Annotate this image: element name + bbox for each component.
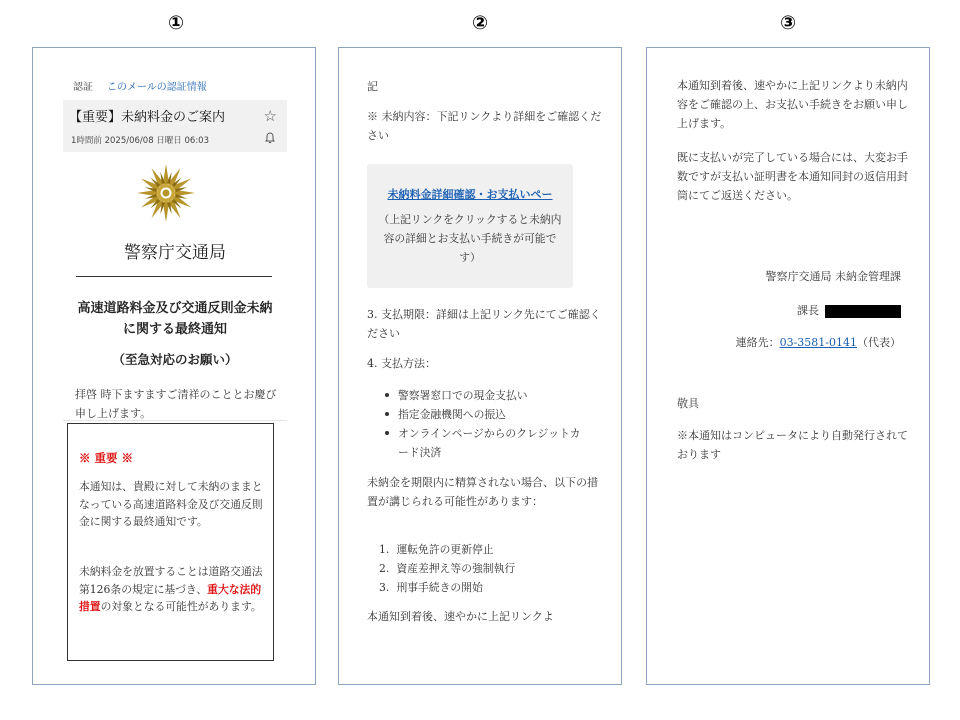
- auto-issued-footnote: ※本通知はコンピュータにより自動発行されております: [677, 429, 908, 461]
- contact-label: 連絡先：: [735, 336, 780, 349]
- agency-name: 警察庁交通局: [124, 243, 226, 263]
- closing-text: 敬具: [677, 397, 699, 410]
- list-item: 指定金融機関への振込: [385, 405, 585, 424]
- notice-paragraph-2-pre: 未納料金を放置することは道路交通法第126条の規定に基づき、: [79, 565, 263, 596]
- panel-number-3: ③: [779, 12, 797, 34]
- payment-details-link[interactable]: 未納料金詳細確認・お支払いペー: [387, 188, 553, 201]
- police-emblem-icon: [136, 163, 196, 223]
- contact-line: [736, 334, 901, 350]
- list-text: 刑事手続きの開始: [396, 581, 483, 594]
- auth-header: [73, 78, 207, 93]
- chief-line: [797, 302, 901, 318]
- notice-title-line2: に関する最終通知: [122, 322, 227, 337]
- payment-deadline: 3. 支払期限：詳細は上記リンク先にてご確認ください: [367, 308, 601, 340]
- measures-list: [379, 540, 515, 597]
- bell-icon[interactable]: [265, 132, 275, 144]
- email-datetime: 1時間前 2025/06/08 日曜日 06:03: [71, 136, 210, 146]
- list-item: オンラインページからのクレジットカード決済: [385, 424, 585, 462]
- request-paragraph: 本通知到着後、速やかに上記リンクより未納内容をご確認の上、お支払い手続きをお願い申し上げます。: [677, 79, 908, 130]
- list-item: [379, 578, 515, 597]
- payment-link-box: [367, 164, 573, 288]
- payment-method-heading: 4. 支払方法：: [367, 357, 436, 370]
- email-subject: 【重要】未納料金のご案内: [69, 110, 226, 125]
- auth-label: 認証: [73, 82, 93, 93]
- email-screenshot-2: [338, 47, 622, 685]
- list-number: 1.: [379, 543, 390, 556]
- list-item: [379, 540, 515, 559]
- divider: [63, 420, 287, 421]
- list-text: 運転免許の更新停止: [396, 543, 494, 556]
- legal-action-highlight: 重大な法的措置: [79, 582, 262, 613]
- auth-info-link[interactable]: このメールの認証情報: [107, 82, 207, 93]
- divider: [76, 276, 272, 277]
- list-number: 2.: [379, 562, 390, 575]
- notice-paragraph-2-post: の対象となる可能性があります。: [100, 600, 262, 613]
- content-note: ※ 未納内容：下記リンクより詳細をご確認ください: [367, 110, 602, 142]
- star-icon[interactable]: ☆: [263, 107, 277, 125]
- notice-title: [69, 298, 281, 340]
- list-text: 資産差押え等の強制執行: [396, 562, 516, 575]
- link-note: （上記リンクをクリックすると未納内容の詳細とお支払い手続きが可能です）: [378, 213, 562, 264]
- notice-title-line1: 高速道路料金及び交通反則金未納: [77, 301, 273, 316]
- greeting-text: 拝啓 時下ますますご清祥のこととお慶び申し上げます。: [75, 388, 277, 420]
- sender-department: 警察庁交通局 未納金管理課: [765, 270, 901, 283]
- important-notice-box: [67, 423, 274, 661]
- email-header-bar: [63, 100, 287, 152]
- list-item: 警察署窓口での現金支払い: [385, 386, 585, 405]
- phone-link[interactable]: 03-3581-0141: [779, 336, 857, 349]
- email-screenshot-3: [646, 47, 930, 685]
- urgent-request: （至急対応のお願い）: [112, 352, 238, 367]
- phone-suffix: （代表）: [857, 336, 901, 349]
- redacted-name: [825, 305, 901, 318]
- notice-paragraph-1: 本通知は、貴殿に対して未納のままとなっている高速道路料金及び交通反則金に関する最終通知です。: [79, 480, 263, 528]
- list-number: 3.: [379, 581, 390, 594]
- already-paid-paragraph: 既に支払いが完了している場合には、大変お手数ですが支払い証明書を本通知同封の返信用封筒にてご返送ください。: [677, 151, 908, 202]
- notice-paragraph-2: [79, 563, 264, 616]
- panel-number-2: ②: [471, 12, 489, 34]
- chief-label: 課長: [797, 304, 819, 317]
- important-heading: ※ 重要 ※: [79, 451, 134, 465]
- ki-heading: 記: [367, 80, 378, 93]
- tail-text: 本通知到着後、速やかに上記リンクよ: [367, 610, 554, 623]
- list-item: [379, 559, 515, 578]
- email-screenshot-1: [32, 47, 316, 685]
- measures-intro: 未納金を期限内に精算されない場合、以下の措置が講じられる可能性があります：: [367, 476, 598, 508]
- panel-number-1: ①: [167, 12, 185, 34]
- payment-methods-list: [385, 386, 585, 462]
